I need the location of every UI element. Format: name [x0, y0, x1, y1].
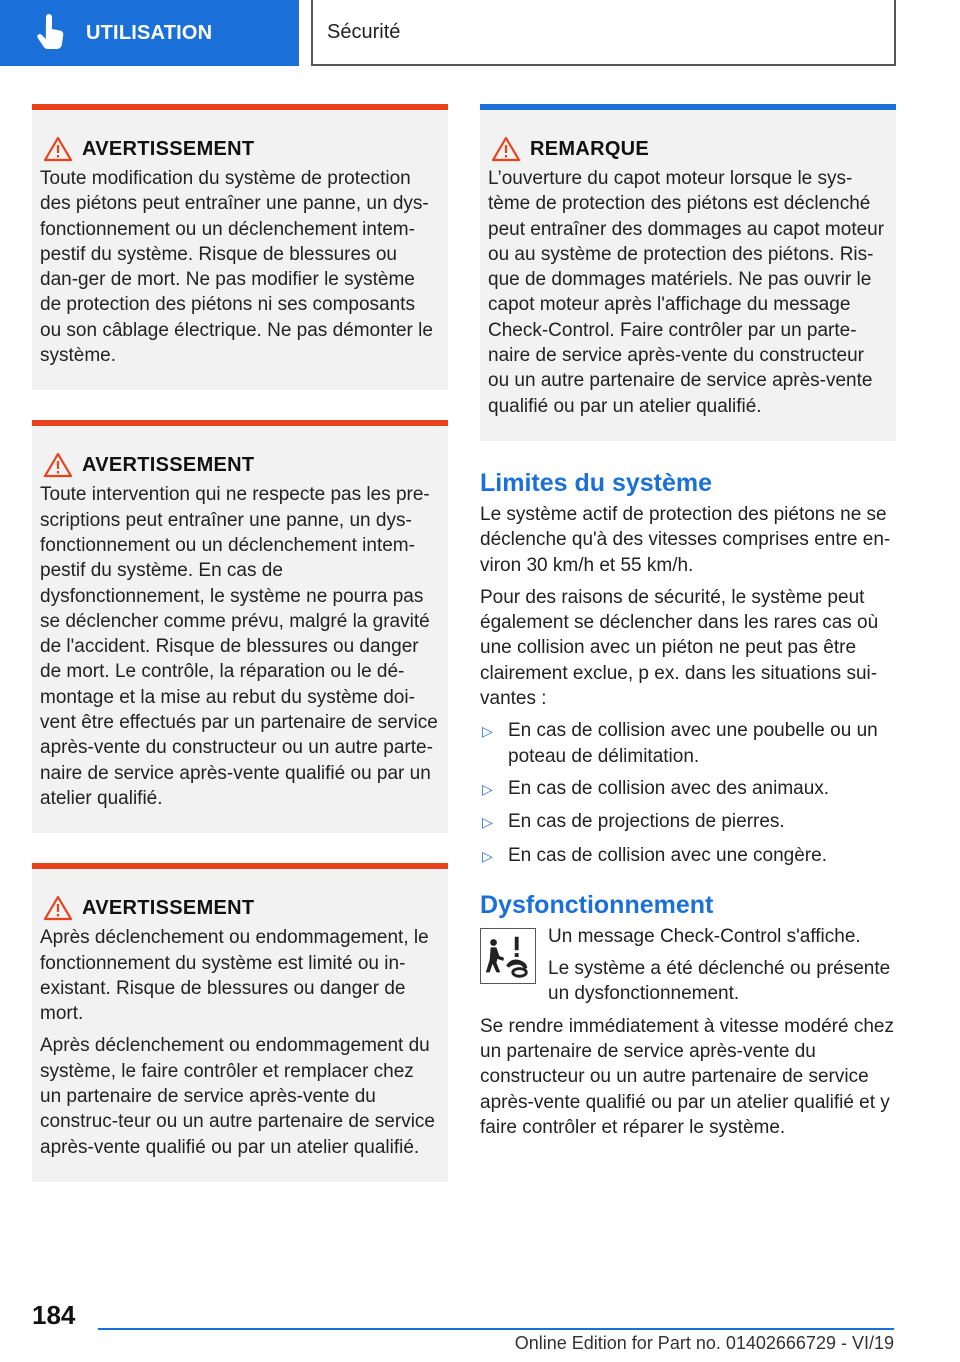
- pedestrian-protection-warning-icon: [480, 928, 536, 984]
- check-control-row: [480, 924, 896, 1014]
- warning-title: AVERTISSEMENT: [82, 453, 255, 476]
- triangle-bullet-icon: ▷: [482, 780, 493, 797]
- note-box: [480, 104, 896, 441]
- left-column: [32, 104, 448, 1212]
- fault-heading: Dysfonctionnement: [480, 890, 714, 919]
- warning-triangle-icon: [43, 452, 73, 478]
- warning-title: AVERTISSEMENT: [82, 137, 255, 160]
- hand-pointer-icon: [32, 13, 72, 53]
- page-number: 184: [32, 1300, 76, 1330]
- section-tab[interactable]: [0, 0, 299, 66]
- warning-text: Après déclenchement ou endommagement, le fonctionnement du système est limité ou in-existant. Risque de blessures ou danger de mort.: [40, 927, 429, 1025]
- list-item: [480, 718, 896, 769]
- list-item-text: En cas de collision avec des animaux.: [508, 777, 830, 799]
- check-control-message: Un message Check-Control s'affiche.: [548, 925, 861, 947]
- warning-triangle-icon: [43, 895, 73, 921]
- warning-text: Après déclenchement ou endommagement du système, le faire contrôler et remplacer chez un partenaire de service après-vente du construc-teur ou un autre partenaire de service après-vente qualifié ou par un atelier qualifié.: [40, 1035, 435, 1158]
- triangle-bullet-icon: ▷: [482, 847, 493, 864]
- warning-box-1: [32, 104, 448, 390]
- right-column: [480, 104, 896, 1147]
- list-item-text: En cas de collision avec une congère.: [508, 844, 827, 866]
- limits-list: [480, 718, 896, 868]
- warning-text: Toute intervention qui ne respecte pas les pre-scriptions peut entraîner une panne, un dys-fonctionnement ou un déclenchement intem-pestif du système. En cas de dysfonctionnement, le système ne pourra pas se déclencher comme prévu, malgré la gravité de l'accident. Risque de blessures ou danger de mort. Le contrôle, la réparation ou le dé-montage et la mise au rebut du système doi-vent être effectués par un partenaire de service après-vente du constructeur ou un autre parte-naire de service après-vente qualifié ou par un atelier qualifié.: [40, 484, 438, 809]
- list-item: [480, 776, 896, 802]
- limits-paragraph: Pour des raisons de sécurité, le système peut également se déclencher dans les rares cas où une collision avec un piéton ne peut pas être clairement exclue, p ex. dans les situations sui-vantes :: [480, 586, 879, 710]
- note-title: REMARQUE: [530, 137, 650, 160]
- fault-paragraph: Se rendre immédiatement à vitesse modéré chez un partenaire de service après-vente du constructeur ou un autre partenaire de service après-vente qualifié ou par un atelier qualifié et y faire contrôler et réparer le système.: [480, 1015, 894, 1138]
- list-item: [480, 843, 896, 869]
- limits-paragraph: Le système actif de protection des piétons ne se déclenche qu'à des vitesses comprises entre en-viron 30 km/h et 55 km/h.: [480, 503, 891, 576]
- triangle-bullet-icon: ▷: [482, 723, 493, 740]
- list-item: [480, 809, 896, 835]
- section-label: UTILISATION: [86, 21, 213, 44]
- limits-heading: Limites du système: [480, 468, 713, 497]
- warning-box-3: [32, 863, 448, 1182]
- footer-divider: [98, 1328, 894, 1330]
- chapter-label: Sécurité: [327, 20, 401, 43]
- list-item-text: En cas de collision avec une poubelle ou un poteau de délimitation.: [508, 720, 878, 767]
- footer-edition: Online Edition for Part no. 01402666729 - VI/19: [514, 1333, 894, 1353]
- warning-triangle-icon: [43, 136, 73, 162]
- warning-title: AVERTISSEMENT: [82, 896, 255, 919]
- list-item-text: En cas de projections de pierres.: [508, 811, 785, 833]
- fault-description: Le système a été déclenché ou présente un dysfonctionnement.: [548, 958, 891, 1005]
- warning-text: Toute modification du système de protection des piétons peut entraîner une panne, un dys-fonctionnement ou un déclenchement intem-pestif du système. Risque de blessures ou dan-ger de mort. Ne pas modifier le système de protection des piétons ni ses composants ou son câblage électrique. Ne pas démonter le système.: [40, 168, 433, 367]
- triangle-bullet-icon: ▷: [482, 814, 493, 831]
- notice-triangle-icon: [491, 136, 521, 162]
- note-text: L’ouverture du capot moteur lorsque le sys-tème de protection des piétons est déclenché peut entraîner des dommages au capot moteur ou au système de protection des piétons. Ris-que de dommages matériels. Ne pas ouvrir le capot moteur après l'affichage du message Check-Control. Faire contrôler par un parte-naire de service après-vente du constructeur ou un autre partenaire de service après-vente qualifié ou par un atelier qualifié.: [488, 168, 885, 417]
- chapter-header: [311, 0, 896, 66]
- warning-box-2: [32, 420, 448, 833]
